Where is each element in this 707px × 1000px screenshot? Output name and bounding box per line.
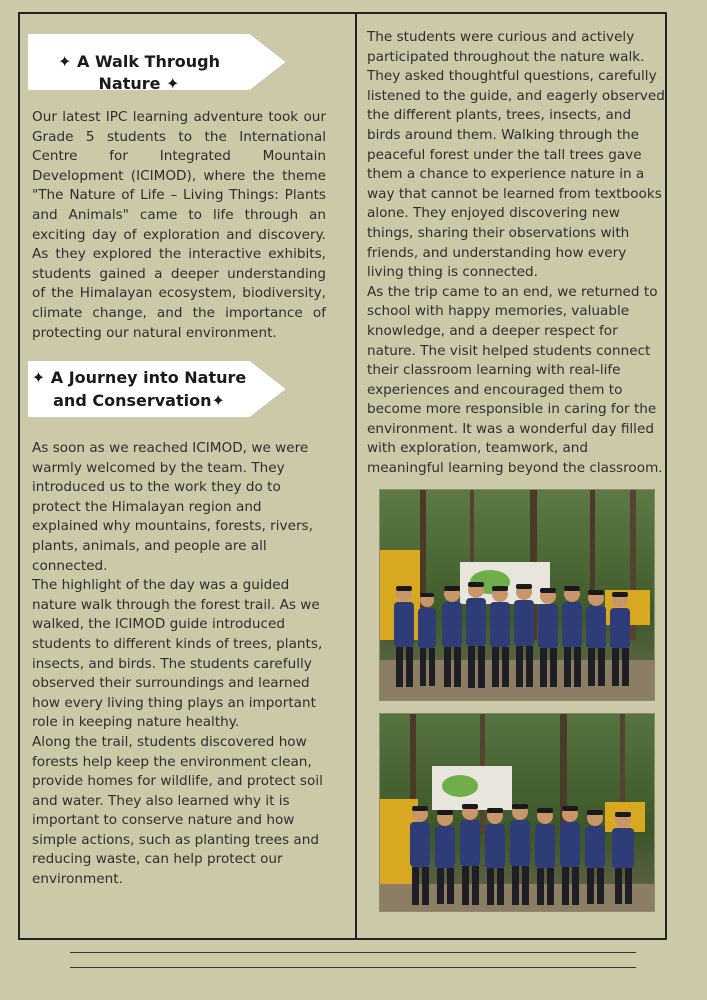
paragraph: As the trip came to an end, we returned to school with happy memories, valuable knowledge, and a deeper respect for nature. The visit helped students connect their classroom learning with real-life experiences and encouraged them to become more responsible in caring for the environment. It was a wonderful day filled with exploration, teamwork, and meaningful learning beyond the classroom. [367, 283, 663, 477]
section-body-journey [32, 439, 332, 890]
group-photo-2 [379, 713, 655, 912]
section-paragraph-walk: Our latest IPC learning adventure took our Grade 5 students to the International Centre for Integrated Mountain Development (ICIMOD), where the theme "The Nature of Life – Living Things: Plants and Animals" came to life through an exciting day of exploration and discovery. As they explored the interactive exhibits, students gained a deeper understanding of the Himalayan ecosystem, biodiversity, climate change, and the importance of protecting our natural environment. [32, 109, 326, 341]
footer-rule-bottom [70, 967, 636, 968]
right-body-text [367, 28, 667, 479]
group-photo-1 [379, 489, 655, 701]
section-heading-journey-line2: and Conservation✦ [53, 391, 225, 410]
group-photo-2-image [380, 714, 655, 912]
footer-rule-top [70, 952, 636, 953]
paragraph: The students were curious and actively participated throughout the nature walk. They asked thoughtful questions, carefully listened to the guide, and eagerly observed the different plants, trees, insects, and birds around them. Walking through the peaceful forest under the tall trees gave them a chance to experience nature in a way that cannot be learned from textbooks alone. They enjoyed discovering new things, sharing their observations with friends, and understanding how every living thing is connected. [367, 29, 665, 281]
paragraph: Along the trail, students discovered how forests help keep the environment clean, provide homes for wildlife, and protect soil and water. They also learned why it is important to conserve nature and how simple actions, such as planting trees and reducing waste, can help protect our environment. [32, 733, 323, 888]
section-heading-journey-line1: ✦ A Journey into Nature [31, 368, 247, 387]
right-column [357, 14, 667, 938]
newsletter-frame [18, 12, 667, 940]
paragraph: The highlight of the day was a guided nature walk through the forest trail. As we walked, the ICIMOD guide introduced students to different kinds of trees, plants, insects, and birds. The students carefully observed their surroundings and learned how every living thing plays an important role in keeping nature healthy. [32, 577, 323, 731]
section-banner-walk [28, 34, 288, 93]
left-column [20, 14, 355, 938]
group-photo-1-image [380, 490, 655, 701]
paragraph: As soon as we reached ICIMOD, we were warmly welcomed by the team. They introduced us to the work they do to protect the Himalayan region and explained why mountains, forests, rivers, plants, animals, and people are all connected. [32, 440, 313, 574]
section-banner-journey [28, 361, 288, 417]
section-heading-walk: ✦ A Walk Through Nature ✦ [58, 52, 220, 93]
